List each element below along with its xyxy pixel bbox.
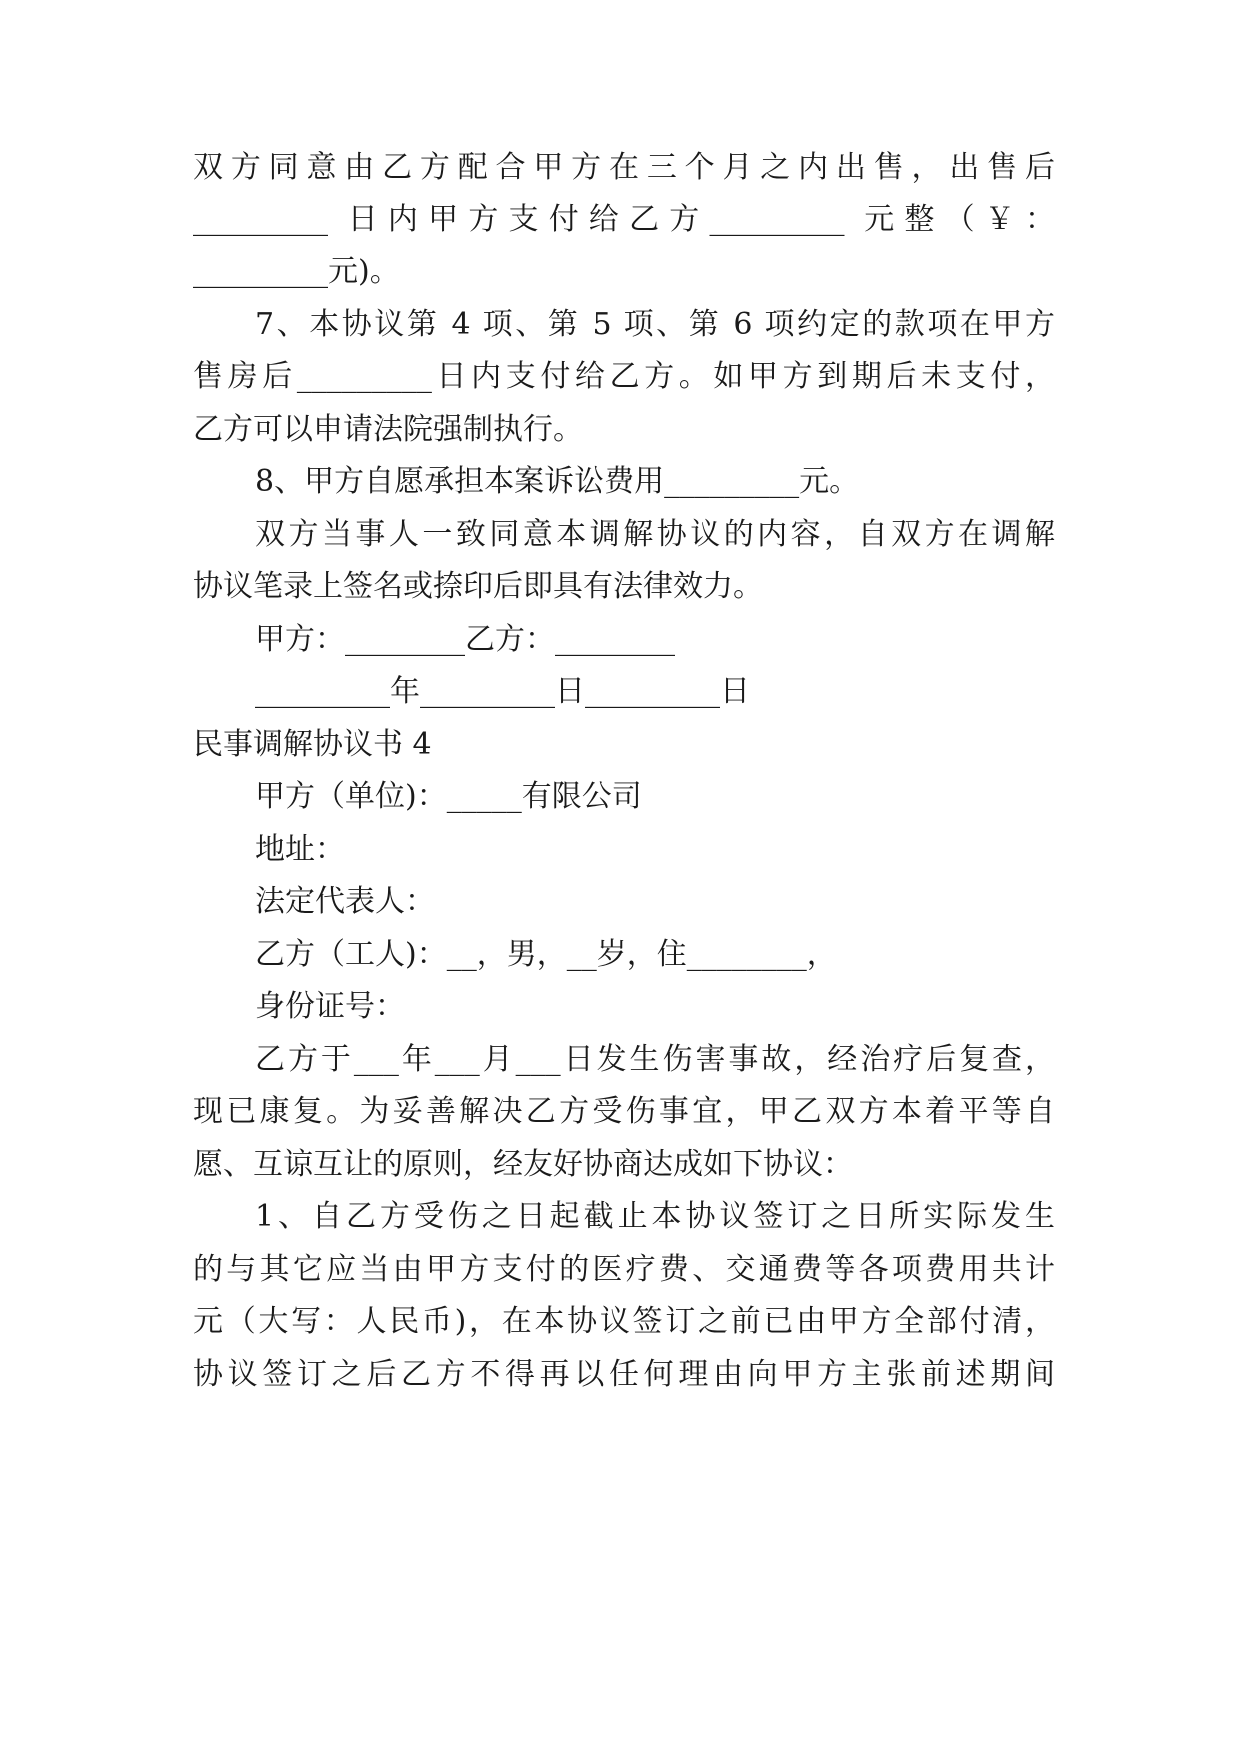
date-line: _________年_________日_________日 (255, 674, 750, 709)
text-line: 协议笔录上签名或捺印后即具有法律效力。 (193, 569, 763, 604)
party-b-line: 乙方（工人)：__，男，__岁，住________， (255, 937, 837, 972)
address-line: 地址： (255, 832, 345, 867)
text-line: 双方同意由乙方配合甲方在三个月之内出售，出售后 (193, 150, 1055, 185)
section-title: 民事调解协议书 4 (193, 727, 432, 762)
text-line: 7、本协议第 4 项、第 5 项、第 6 项约定的款项在甲方 (255, 307, 1055, 342)
text-line: 乙方于___年___月___日发生伤害事故，经治疗后复查， (255, 1042, 1055, 1077)
legal-representative-line: 法定代表人： (255, 884, 435, 919)
text-line: 乙方可以申请法院强制执行。 (193, 412, 583, 447)
text-line: 元（大写：人民币)，在本协议签订之前已由甲方全部付清， (193, 1304, 1055, 1339)
id-number-line: 身份证号： (255, 989, 405, 1024)
text-line: 愿、互谅互让的原则，经友好协商达成如下协议： (193, 1147, 853, 1182)
signature-line: 甲方：________乙方：________ (255, 622, 675, 657)
text-line: 8、甲方自愿承担本案诉讼费用_________元。 (255, 464, 860, 499)
party-a-line: 甲方（单位)：_____有限公司 (255, 779, 642, 814)
text-line: _________元)。 (193, 254, 400, 289)
text-line: 1、自乙方受伤之日起截止本协议签订之日所实际发生 (255, 1199, 1055, 1234)
text-line: 双方当事人一致同意本调解协议的内容，自双方在调解 (255, 517, 1055, 552)
text-line: _________ 日内甲方支付给乙方_________ 元整（￥： (193, 202, 1055, 237)
text-line: 的与其它应当由甲方支付的医疗费、交通费等各项费用共计 (193, 1252, 1055, 1287)
text-line: 售房后_________日内支付给乙方。如甲方到期后未支付， (193, 359, 1055, 394)
text-line: 协议签订之后乙方不得再以任何理由向甲方主张前述期间 (193, 1357, 1055, 1392)
text-line: 现已康复。为妥善解决乙方受伤事宜，甲乙双方本着平等自 (193, 1094, 1055, 1129)
